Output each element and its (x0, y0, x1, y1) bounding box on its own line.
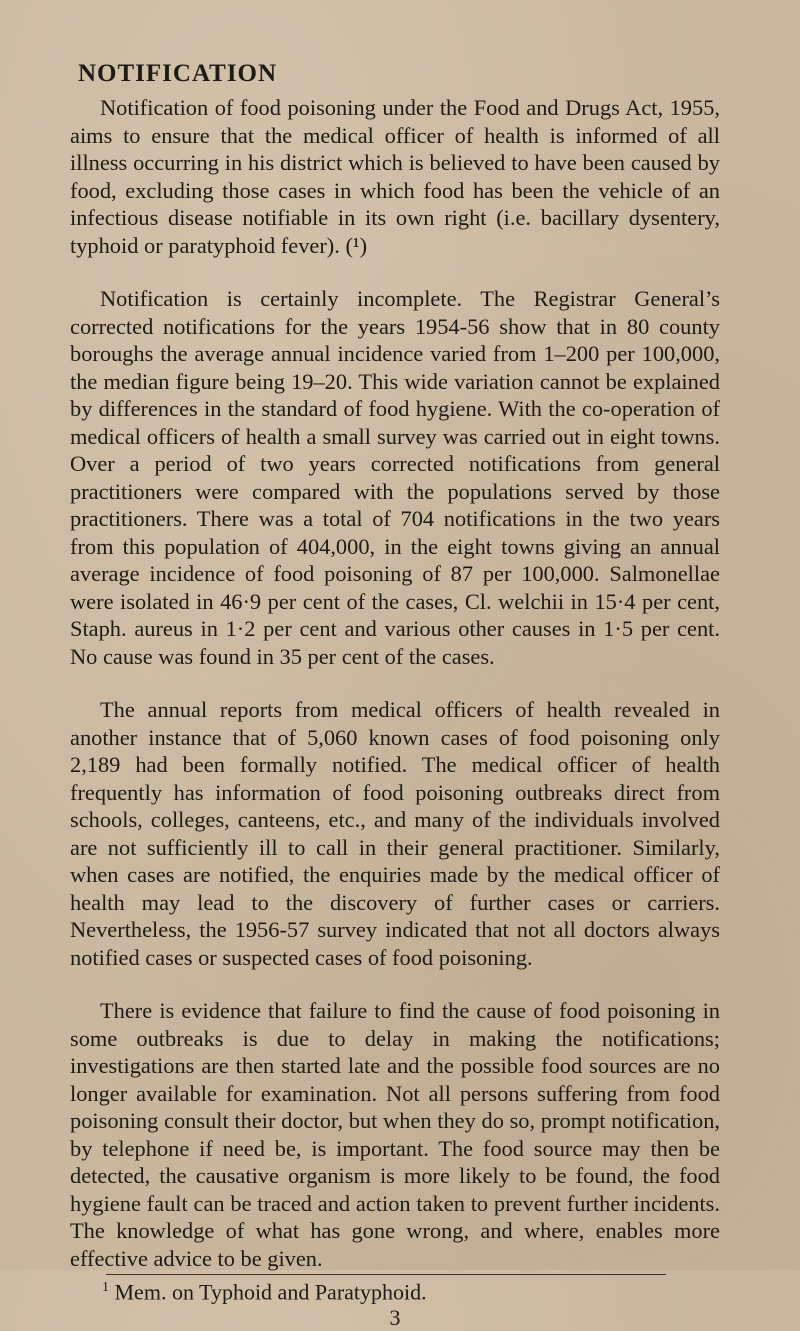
page (70, 60, 720, 1331)
paragraph-3: The annual reports from medical officers of health revealed in another instance that of 5,060 known cases of food poisoning only 2,189 had been formally notified. The medical officer of health frequently has information of food poisoning outbreaks direct from schools, colleges, canteens, etc., and many of the individuals involved are not sufficiently ill to call in their general practitioner. Similarly, when cases are notified, the enquiries made by the medical officer of health may lead to the discovery of further cases or carriers. Nevertheless, the 1956-57 survey indicated that not all doctors always notified cases or suspected cases of food poisoning. (70, 697, 720, 970)
page-title: NOTIFICATION (78, 60, 278, 87)
paragraph-4: There is evidence that failure to find the cause of food poisoning in some outbreaks is due to delay in making the notifications; investigations are then started late and the possible food sources are no longer available for examination. Not all persons suffering from food poisoning consult their doctor, but when they do so, prompt notification, by telephone if need be, is important. The food source may then be detected, the causative organism is more likely to be found, the food hygiene fault can be traced and action taken to prevent further incidents. The knowledge of what has gone wrong, and where, enables more effective advice to be given. (70, 998, 720, 1271)
footnote-text: Mem. on Typhoid and Paratyphoid. (109, 1279, 427, 1305)
footnote-marker: 1 (102, 1280, 109, 1295)
footnote (102, 1275, 720, 1305)
paragraph-1: Notification of food poisoning under the Food and Drugs Act, 1955, aims to ensure that the medical officer of health is informed of all illness occurring in his district which is believed to have been caused by food, excluding those cases in which food has been the vehicle of an infectious disease notifiable in its own right (i.e. bacillary dysentery, typhoid or paratyphoid fever). (¹) (70, 95, 720, 258)
page-number: 3 (389, 1305, 401, 1331)
paragraph-2: Notification is certainly incomplete. The Registrar General’s corrected notifications for the years 1954-56 show that in 80 county boroughs the average annual incidence varied from 1–200 per 100,000, the median figure being 19–20. This wide variation cannot be explained by differences in the standard of food hygiene. With the co-operation of medical officers of health a small survey was carried out in eight towns. Over a period of two years corrected notifications from general practitioners were compared with the populations served by those practitioners. There was a total of 704 notifications in the two years from this population of 404,000, in the eight towns giving an annual average incidence of food poisoning of 87 per 100,000. Salmonellae were isolated in 46·9 per cent of the cases, Cl. welchii in 15·4 per cent, Staph. aureus in 1·2 per cent and various other causes in 1·5 per cent. No cause was found in 35 per cent of the cases. (70, 286, 720, 669)
